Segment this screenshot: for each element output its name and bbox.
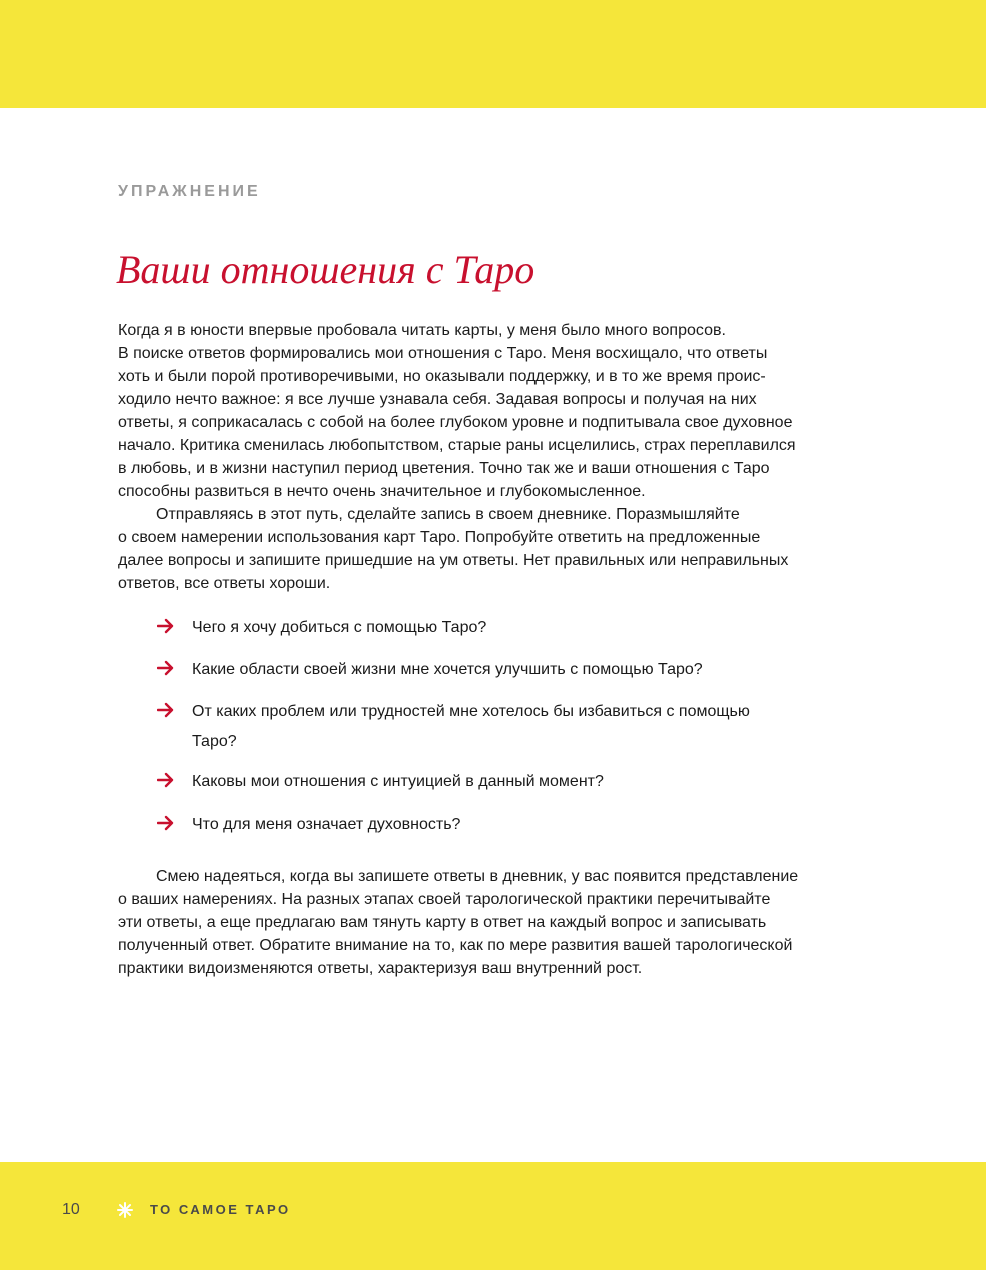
text-line: ответы, я соприкасалась с собой на более глубоком уровне и подпитывала свое духовное [118,414,793,431]
question-list [157,613,847,840]
list-item [157,655,847,685]
question-text: Какие области своей жизни мне хочется улучшить с помощью Таро? [192,661,703,678]
question-text: Чего я хочу добиться с помощью Таро? [192,619,487,636]
page-number: 10 [62,1201,80,1218]
text-line: о своем намерении использования карт Таро. Попробуйте ответить на предложенные [118,529,761,546]
list-item [157,767,847,797]
arrow-right-icon [157,702,175,718]
arrow-right-icon [157,815,175,831]
list-item [157,613,847,643]
text-line: В поиске ответов формировались мои отношения с Таро. Меня восхищало, что ответы [118,345,768,362]
closing-text [118,865,858,980]
top-yellow-band [0,0,986,108]
list-item [157,810,847,840]
question-text: От каких проблем или трудностей мне хотелось бы избавиться с помощью [192,703,750,720]
text-line: начало. Критика сменилась любопытством, старые раны исцелились, страх переплавился [118,437,796,454]
text-line: полученный ответ. Обратите внимание на то, как по мере развития вашей тарологической [118,937,793,954]
text-line: эти ответы, а еще предлагаю вам тянуть карту в ответ на каждый вопрос и записывать [118,914,767,931]
arrow-right-icon [157,618,175,634]
text-line: ходило нечто важное: я все лучше узнавала себя. Задавая вопросы и получая на них [118,391,757,408]
question-text: Каковы мои отношения с интуицией в данный момент? [192,773,604,790]
section-kicker: УПРАЖНЕНИЕ [118,183,261,200]
list-item [157,697,847,757]
intro-text [118,319,858,595]
arrow-right-icon [157,660,175,676]
text-line: Смею надеяться, когда вы запишете ответы в дневник, у вас появится представление [156,868,799,885]
page-title: Ваши отношения с Таро [116,247,535,292]
text-line: о ваших намерениях. На разных этапах своей тарологической практики перечитывайте [118,891,771,908]
text-line: Отправляясь в этот путь, сделайте запись в своем дневнике. Поразмышляйте [156,506,740,523]
text-line: способны развиться в нечто очень значительное и глубокомысленное. [118,483,646,500]
text-line: хоть и были порой противоречивыми, но оказывали поддержку, и в то же время проис- [118,368,766,385]
text-line: Когда я в юности впервые пробовала читать карты, у меня было много вопросов. [118,322,726,339]
text-line: ответов, все ответы хороши. [118,575,331,592]
question-text: Что для меня означает духовность? [192,816,461,833]
text-line: в любовь, и в жизни наступил период цветения. Точно так же и ваши отношения с Таро [118,460,770,477]
arrow-right-icon [157,772,175,788]
question-text: Таро? [192,733,237,750]
text-line: далее вопросы и запишите пришедшие на ум ответы. Нет правильных или неправильных [118,552,789,569]
running-title: ТО САМОЕ ТАРО [150,1202,291,1217]
bottom-yellow-band [0,1162,986,1270]
text-line: практики видоизменяются ответы, характеризуя ваш внутренний рост. [118,960,643,977]
star-icon [117,1202,133,1218]
